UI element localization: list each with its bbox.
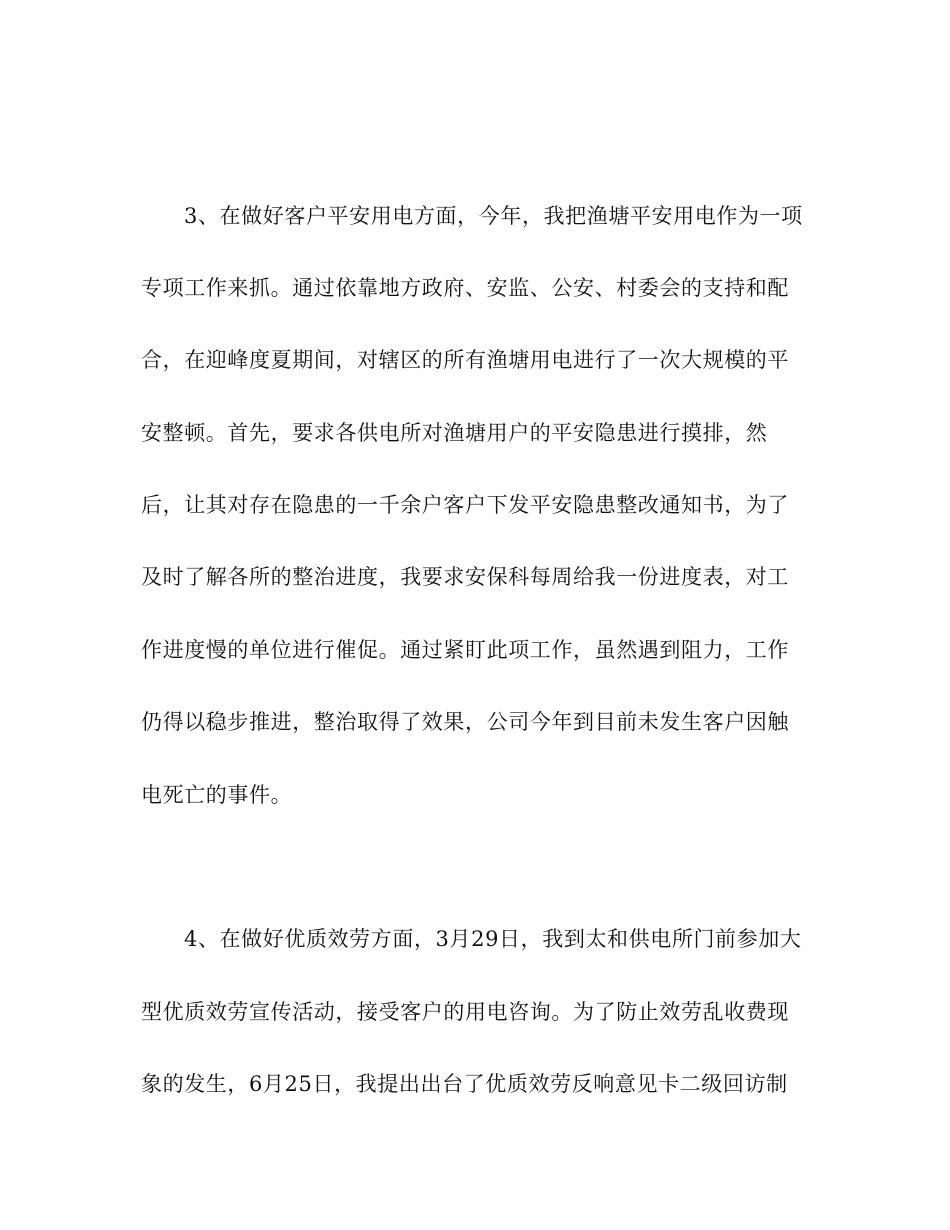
paragraph-line: 电死亡的事件。	[141, 783, 293, 807]
paragraph-line: 4、在做好优质效劳方面，3月29日，我到太和供电所门前参加大	[184, 927, 802, 951]
paragraph-line: 安整顿。首先，要求各供电所对渔塘用户的平安隐患进行摸排，然	[141, 421, 768, 445]
paragraph-line: 3、在做好客户平安用电方面，今年，我把渔塘平安用电作为一项	[184, 204, 803, 228]
paragraph-line: 仍得以稳步推进，整治取得了效果，公司今年到目前未发生客户因触	[141, 710, 789, 734]
paragraph-line: 专项工作来抓。通过依靠地方政府、安监、公安、村委会的支持和配	[141, 276, 789, 300]
paragraph-line: 及时了解各所的整治进度，我要求安保科每周给我一份进度表，对工	[141, 565, 789, 589]
paragraph-line: 作进度慢的单位进行催促。通过紧盯此项工作，虽然遇到阻力，工作	[141, 638, 789, 662]
paragraph-line: 后，让其对存在隐患的一千余户客户下发平安隐患整改通知书，为了	[141, 493, 789, 517]
paragraph-line: 型优质效劳宣传活动，接受客户的用电咨询。为了防止效劳乱收费现	[141, 1000, 789, 1024]
paragraph-line: 合，在迎峰度夏期间，对辖区的所有渔塘用电进行了一次大规模的平	[141, 348, 789, 372]
paragraph-line: 象的发生，6月25日，我提出出台了优质效劳反响意见卡二级回访制	[141, 1072, 788, 1096]
